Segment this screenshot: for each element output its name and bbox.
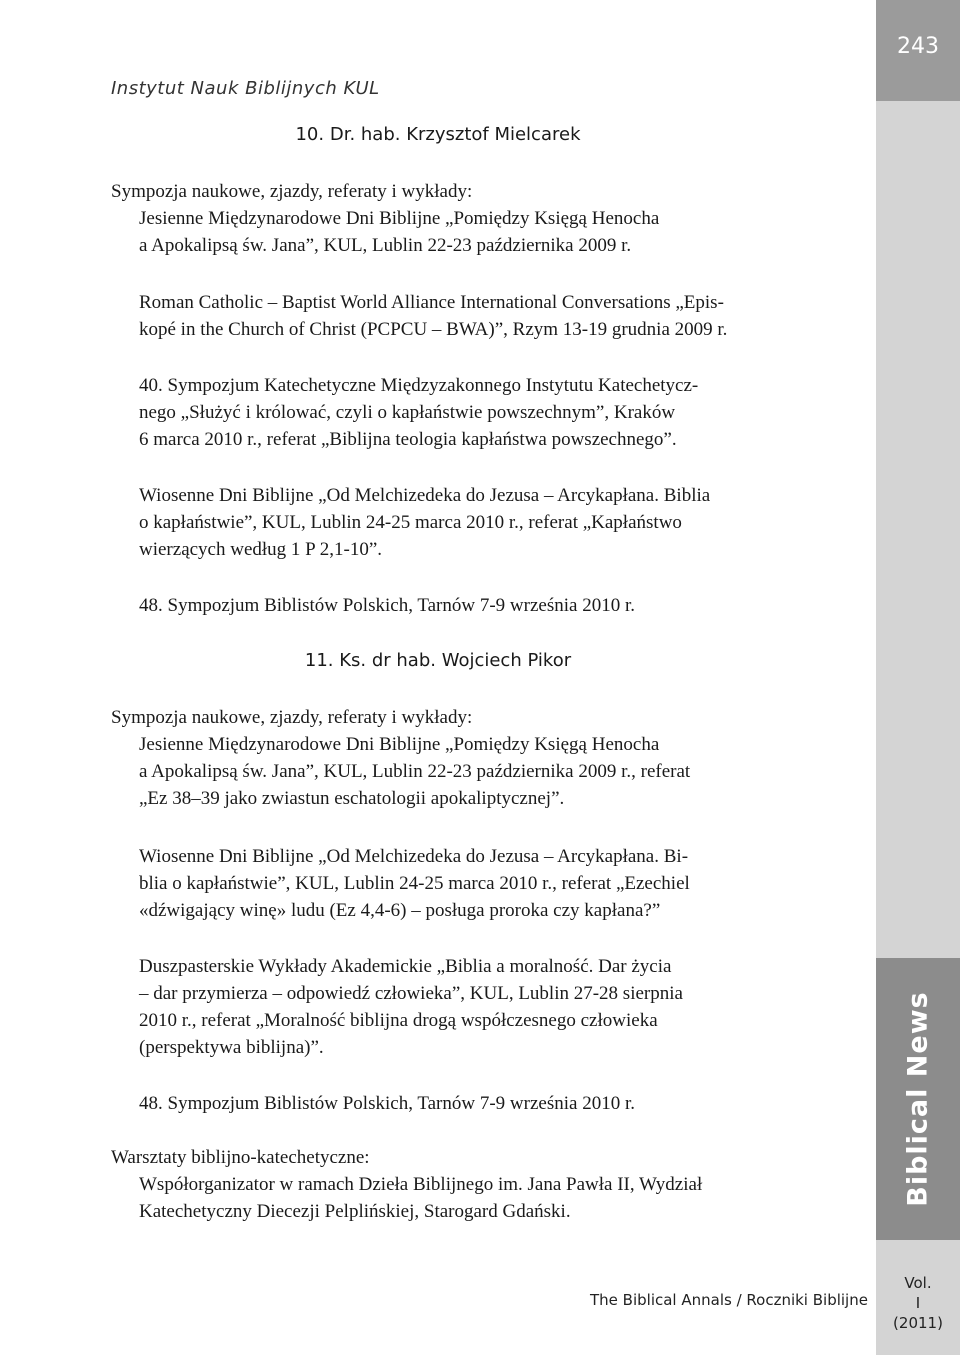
paragraph-line: 6 marca 2010 r., referat „Biblijna teologia kapłaństwa powszechnego”. (139, 429, 677, 450)
paragraph-line: – dar przymierza – odpowiedź człowieka”, KUL, Lublin 27-28 sierpnia (139, 983, 683, 1004)
paragraph-line: Sympozja naukowe, zjazdy, referaty i wykłady: (111, 181, 473, 202)
paragraph-line: Wiosenne Dni Biblijne „Od Melchizedeka do Jezusa – Arcykapłana. Biblia (139, 485, 711, 506)
paragraph-line: (perspektywa biblijna)”. (139, 1037, 324, 1058)
paragraph-line: o kapłaństwie”, KUL, Lublin 24-25 marca 2010 r., referat „Kapłaństwo (139, 512, 682, 533)
paragraph-line: «dźwigający winę» ludu (Ez 4,4-6) – posługa proroka czy kapłana?” (139, 900, 661, 921)
paragraph-line: Duszpasterskie Wykłady Akademickie „Biblia a moralność. Dar życia (139, 956, 672, 977)
volume-number: I (915, 1294, 921, 1312)
paragraph-line: a Apokalipsą św. Jana”, KUL, Lublin 22-23 października 2009 r., referat (139, 761, 691, 782)
paragraph-line: Sympozja naukowe, zjazdy, referaty i wykłady: (111, 707, 473, 728)
volume-label: Vol. (904, 1274, 932, 1292)
paragraph-line: blia o kapłaństwie”, KUL, Lublin 24-25 marca 2010 r., referat „Ezechiel (139, 873, 690, 894)
paragraph-line: Katechetyczny Diecezji Pelplińskiej, Starogard Gdański. (139, 1201, 571, 1222)
paragraph-line: Roman Catholic – Baptist World Alliance International Conversations „Epis- (139, 292, 724, 313)
footer-title: The Biblical Annals / Roczniki Biblijne (590, 1291, 868, 1309)
sidebar (876, 0, 960, 1355)
paragraph-line: a Apokalipsą św. Jana”, KUL, Lublin 22-23 października 2009 r. (139, 235, 632, 256)
paragraph-line: 48. Sympozjum Biblistów Polskich, Tarnów 7-9 września 2010 r. (139, 595, 635, 616)
paragraph-line: nego „Służyć i królować, czyli o kapłaństwie powszechnym”, Kraków (139, 402, 676, 423)
page-number: 243 (897, 34, 939, 59)
paragraph-line: wierzących według 1 P 2,1-10”. (139, 539, 383, 560)
paragraph-line: „Ez 38–39 jako zwiastun eschatologii apokaliptycznej”. (139, 788, 565, 809)
paragraph-line: Warsztaty biblijno-katechetyczne: (111, 1147, 370, 1168)
paragraph-line: 2010 r., referat „Moralność biblijna drogą współczesnego człowieka (139, 1010, 658, 1031)
paragraph-line: kopé in the Church of Christ (PCPCU – BWA)”, Rzym 13-19 grudnia 2009 r. (139, 319, 728, 340)
paragraph-line: Jesienne Międzynarodowe Dni Biblijne „Pomiędzy Księgą Henocha (139, 734, 660, 755)
volume-info (876, 1273, 960, 1333)
volume-year: (2011) (893, 1314, 943, 1332)
section-tab (876, 958, 960, 1240)
section-heading: 10. Dr. hab. Krzysztof Mielcarek (295, 124, 581, 145)
running-head: Instytut Nauk Biblijnych KUL (111, 78, 380, 99)
paragraph-line: 48. Sympozjum Biblistów Polskich, Tarnów 7-9 września 2010 r. (139, 1093, 635, 1114)
paragraph-line: Wiosenne Dni Biblijne „Od Melchizedeka do Jezusa – Arcykapłana. Bi- (139, 846, 689, 867)
paragraph-line: Współorganizator w ramach Dzieła Biblijnego im. Jana Pawła II, Wydział (139, 1174, 703, 1195)
section-label: Biblical News (902, 991, 934, 1207)
page-number-box (876, 0, 960, 101)
paragraph-line: Jesienne Międzynarodowe Dni Biblijne „Pomiędzy Księgą Henocha (139, 208, 660, 229)
section-heading: 11. Ks. dr hab. Wojciech Pikor (304, 650, 572, 671)
paragraph-line: 40. Sympozjum Katechetyczne Międzyzakonnego Instytutu Katechetycz- (139, 375, 699, 396)
